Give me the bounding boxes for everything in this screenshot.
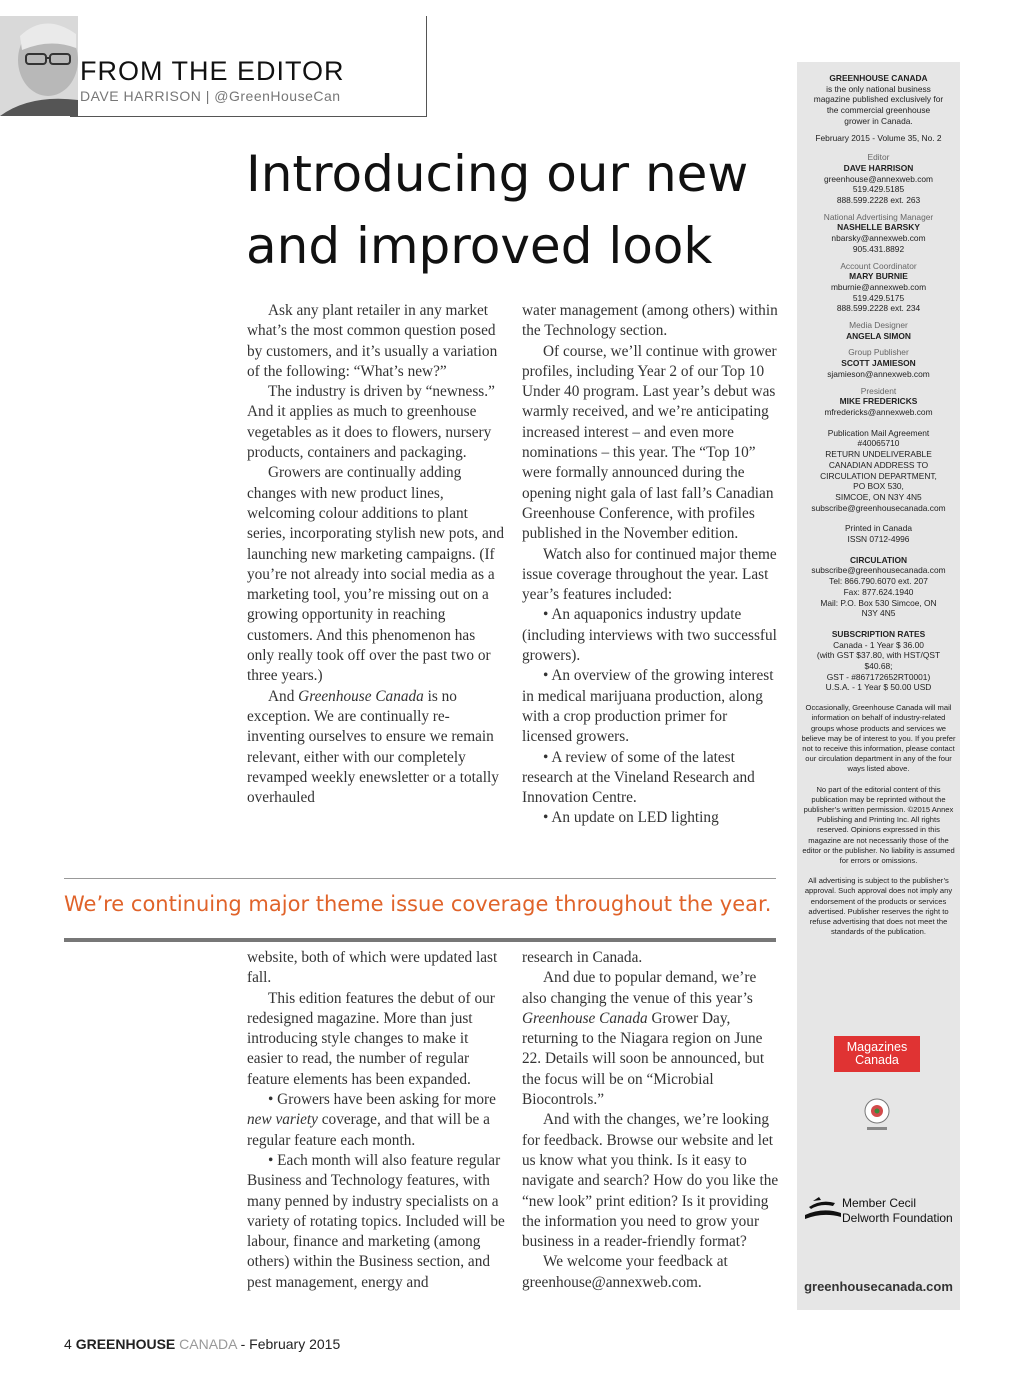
logo-line-1: Magazines: [846, 1040, 908, 1054]
role-label: Media Designer: [849, 320, 908, 331]
mail-line: CANADIAN ADDRESS TO: [828, 459, 929, 470]
staff-account: [801, 261, 956, 315]
staff-name: NASHELLE BARSKY: [837, 222, 920, 233]
role-label: Editor: [867, 152, 890, 163]
page-number: 4: [64, 1336, 72, 1352]
footer-magazine-light: CANADA: [179, 1336, 237, 1352]
bullet-item: [247, 1090, 505, 1151]
cecil-delworth-text: [842, 1196, 953, 1226]
section-title: FROM THE EDITOR: [80, 56, 345, 86]
copyright-notice: No part of the editorial content of this publication may be reprinted without the publisher’s written permission. ©2015 Annex Publishing and Printing Inc. All rights reserved. Opinions expressed in this magazine are not necessarily those of the editor or the publisher. No liability is assumed for errors or omissions.: [802, 784, 955, 865]
article-column-4: [522, 948, 780, 1293]
footer-magazine-bold: GREENHOUSE: [75, 1336, 176, 1352]
paragraph: water management (among others) within the Technology section.: [522, 302, 778, 340]
paragraph: And with the changes, we’re looking for feedback. Browse our website and let us know what you think. Is it easy to navigate and search? How do you like the “new look” print edition? Is it providing the information you need to grow your business in a reader-friendly format?: [522, 1111, 779, 1251]
staff-president: [801, 386, 956, 418]
mail-line: CIRCULATION DEPARTMENT,: [820, 470, 937, 481]
masthead-intro: [801, 73, 956, 127]
mail-line: SIMCOE, ON N3Y 4N5: [835, 491, 922, 502]
pull-quote: We’re continuing major theme issue coverage throughout the year.: [64, 892, 772, 916]
emphasis: new variety: [247, 1111, 318, 1129]
mail-line: #40065710: [857, 438, 900, 449]
staff-phone: 519.429.5185: [852, 184, 905, 195]
text-run: And: [268, 687, 299, 705]
paragraph: [247, 687, 505, 809]
staff-phone: 519.429.5175: [852, 292, 905, 303]
issn-line: ISSN 0712-4996: [847, 534, 910, 545]
text-run: is no exception. We are continually re-inventing ourselves to ensure we remain relevant, either with our completely revamped weekly enewsletter or a totally overhauled: [247, 687, 499, 807]
cecil-line-1: Member Cecil: [842, 1196, 917, 1210]
mail-line: PO BOX 530,: [853, 481, 904, 492]
paragraph: This edition features the debut of our redesigned magazine. More than just introducing style changes to make it easier to read, the number of regular feature elements has been expanded.: [247, 989, 495, 1088]
page-footer: [64, 1336, 340, 1352]
role-label: Account Coordinator: [840, 260, 917, 271]
subscription-line: (with GST $37.80, with HST/QST: [816, 650, 941, 661]
pull-quote-rule-top: [64, 878, 776, 879]
bullet-item: • An aquaponics industry update (including interviews with two successful growers).: [522, 606, 777, 665]
staff-name: MIKE FREDERICKS: [839, 396, 918, 407]
text-run: And due to popular demand, we’re also changing the venue of this year’s: [522, 969, 757, 1007]
role-label: President: [860, 385, 897, 396]
staff-editor: [801, 152, 956, 206]
circulation-line: Fax: 877.624.1940: [843, 586, 914, 597]
staff-email[interactable]: greenhouse@annexweb.com: [823, 173, 934, 184]
logo-line-2: Canada: [855, 1052, 899, 1067]
print-info: [801, 523, 956, 544]
bullet-item: • An update on LED lighting: [543, 809, 719, 827]
paragraph: [522, 968, 780, 1110]
staff-phone: 888.599.2228 ext. 234: [836, 303, 921, 314]
staff-publisher: [801, 347, 956, 379]
circulation-email[interactable]: subscribe@greenhousecanada.com: [811, 565, 946, 576]
paragraph: Of course, we’ll continue with grower profiles, including Year 2 of our Top 10 Under 40 program. Last year’s debut was warmly received, and we’re anticipating increased interest – and even more nominations – this year. The “Top 10” were formally announced during the opening night gala of last fall’s Canadian Greenhouse Conference, with profiles published in the November edition.: [522, 342, 777, 543]
bullet-item: • Each month will also feature regular Business and Technology features, with many penned by industry specialists on a variety of rotating topics. Included will be labour, finance and marketing (among others) within the Business section, and pest management, energy and: [247, 1151, 505, 1291]
paragraph: Growers are continually adding changes with new product lines, welcoming colour additions to plant series, incorporating stylish new pots, and launching new marketing campaigns. (If you’re not already into social media as a marketing tool, you’re missing out on a growing opportunity in reaching customers. And this phenomenon has only really took off over the past two or three years.): [247, 464, 505, 685]
staff-advertising: [801, 212, 956, 255]
circulation-line: N3Y 4N5: [861, 608, 896, 619]
circulation: [801, 555, 956, 619]
headline: [246, 138, 806, 282]
mail-line: Publication Mail Agreement: [827, 427, 930, 438]
mail-agreement: [801, 428, 956, 514]
staff-name: DAVE HARRISON: [843, 162, 914, 173]
mail-line: RETURN UNDELIVERABLE: [825, 449, 932, 460]
mailing-notice: Occasionally, Greenhouse Canada will mail information on behalf of industry-related groups whose products and services we believe may be of interest to you. If you prefer not to receive this information, please contact our circulation department in any of the four ways listed above.: [801, 703, 956, 774]
paragraph: Ask any plant retailer in any market what’s the most common question posed by customers, and it’s usually a variation of the following: “What’s new?”: [247, 302, 498, 380]
subscription-line: $40.68;: [864, 661, 893, 672]
staff-designer: [801, 320, 956, 341]
subscription-title: SUBSCRIPTION RATES: [831, 628, 926, 639]
staff-phone: 888.599.2228 ext. 263: [836, 195, 921, 206]
editor-photo: [0, 16, 78, 116]
paragraph: research in Canada.: [522, 949, 643, 966]
subscription-rates: [801, 629, 956, 693]
role-label: Group Publisher: [848, 347, 909, 358]
footer-date: - February 2015: [236, 1336, 341, 1352]
paragraph: The industry is driven by “newness.” And it applies as much to greenhouse vegetables as it does to flowers, nursery products, containers and packaging.: [247, 383, 495, 462]
paragraph: Watch also for continued major theme issue coverage throughout the year. Last year’s features included:: [522, 545, 777, 604]
staff-phone: 905.431.8892: [852, 243, 905, 254]
website-link[interactable]: greenhousecanada.com: [804, 1279, 953, 1294]
pull-quote-rule-bottom: [64, 938, 776, 942]
subscription-line: GST - #867172652RT0001): [826, 671, 931, 682]
byline: DAVE HARRISON | @GreenHouseCan: [80, 88, 341, 104]
cecil-line-2: Delworth Foundation: [842, 1211, 953, 1225]
subscription-line: Canada - 1 Year $ 36.00: [833, 639, 924, 650]
mail-line[interactable]: subscribe@greenhousecanada.com: [811, 502, 946, 513]
staff-email[interactable]: mburnie@annexweb.com: [830, 281, 927, 292]
staff-name: ANGELA SIMON: [846, 330, 911, 341]
article-column-2: [522, 301, 780, 829]
flowers-canada-seal-icon: [863, 1096, 891, 1136]
circulation-line: Mail: P.O. Box 530 Simcoe, ON: [820, 597, 937, 608]
magazines-canada-logo: [834, 1036, 920, 1072]
paragraph: We welcome your feedback at greenhouse@annexweb.com.: [522, 1253, 728, 1291]
subscription-line: U.S.A. - 1 Year $ 50.00 USD: [825, 682, 932, 693]
staff-name: MARY BURNIE: [849, 271, 908, 282]
staff-name: SCOTT JAMIESON: [841, 358, 916, 369]
text-run: coverage, and that will be a regular feature each month.: [247, 1111, 490, 1149]
staff-email[interactable]: nbarsky@annexweb.com: [831, 233, 926, 244]
masthead-content: [797, 62, 960, 937]
issue-info: February 2015 - Volume 35, No. 2: [815, 132, 942, 143]
paragraph: website, both of which were updated last fall.: [247, 949, 498, 987]
magazine-name: Greenhouse Canada: [298, 687, 424, 705]
advertising-notice: All advertising is subject to the publisher’s approval. Such approval does not imply any endorsement of the products or services advertised. Publisher reserves the right to refuse advertising that does not meet the standards of the publication.: [804, 876, 953, 937]
headline-line-1: Introducing our new: [246, 145, 749, 203]
masthead-intro-text: is the only national business magazine published exclusively for the commercial greenhouse grower in Canada.: [813, 83, 944, 126]
staff-email[interactable]: mfredericks@annexweb.com: [824, 406, 933, 417]
article-column-3: [247, 948, 505, 1293]
printed-line: Printed in Canada: [844, 523, 913, 534]
role-label: National Advertising Manager: [823, 211, 934, 222]
article-column-1: [247, 301, 505, 808]
bullet-item: • A review of some of the latest research at the Vineland Research and Innovation Centre.: [522, 748, 755, 807]
text-run: Grower Day, returning to the Niagara region on June 22. Details will soon be announced, but the focus will be on “Microbial Biocontrols.”: [522, 1009, 765, 1109]
magazine-name: Greenhouse Canada: [522, 1009, 648, 1027]
text-run: • Growers have been asking for more: [268, 1091, 496, 1109]
headline-line-2: and improved look: [246, 217, 713, 275]
circulation-title: CIRCULATION: [849, 554, 908, 565]
staff-email[interactable]: sjamieson@annexweb.com: [827, 368, 930, 379]
circulation-line: Tel: 866.790.6070 ext. 207: [829, 576, 928, 587]
masthead-title: GREENHOUSE CANADA: [829, 73, 928, 83]
bullet-item: • An overview of the growing interest in medical marijuana production, along with a crop production primer for licensed growers.: [522, 667, 774, 746]
